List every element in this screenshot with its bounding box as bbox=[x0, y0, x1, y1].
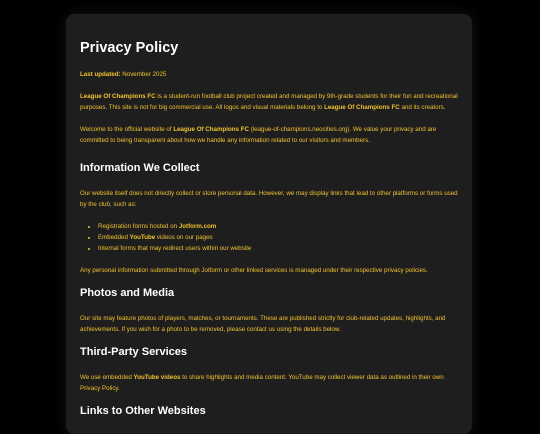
collect-paragraph: Our website itself does not directly collect or store personal data. However, we may display links that lead to other platforms or forms used by the club, such as: bbox=[80, 190, 458, 208]
list-item-text: Registration forms hosted on bbox=[98, 223, 179, 230]
youtube-videos-text: YouTube videos bbox=[133, 374, 181, 381]
club-name: League Of Champions FC bbox=[173, 126, 249, 133]
list-item-text: Internal forms that may redirect users within our website bbox=[98, 245, 252, 252]
page-title: Privacy Policy bbox=[80, 40, 179, 56]
last-updated-label: Last updated: bbox=[80, 71, 121, 78]
section-heading-information: Information We Collect bbox=[80, 162, 200, 174]
third-party-paragraph bbox=[80, 372, 458, 394]
privacy-policy-card bbox=[66, 14, 472, 434]
list-item bbox=[98, 221, 458, 232]
intro-text-1: is a student-run football club project created and managed by 9th-grade students for their fun and recreational purposes. This site is not for big commercial use. All logos and visual materials belong to bbox=[80, 93, 458, 111]
third-party-text-1: We use embedded bbox=[80, 374, 134, 381]
list-item-text: videos on our pages bbox=[155, 234, 213, 241]
welcome-paragraph bbox=[80, 124, 458, 146]
collect-footer: Any personal information submitted through Jotform or other linked services is managed under their respective privacy policies. bbox=[80, 267, 428, 274]
welcome-text-2: (league-of-champions.neocities.org). We value your privacy and are committed to being transparent about how we handle any information related to our visitors and members. bbox=[80, 126, 437, 144]
list-item bbox=[98, 243, 458, 254]
last-updated bbox=[80, 69, 458, 80]
collect-list bbox=[80, 221, 458, 254]
club-name: League Of Champions FC bbox=[324, 104, 400, 111]
section-heading-links: Links to Other Websites bbox=[80, 405, 206, 417]
third-party-text-2: to share highlights and media content. YouTube may collect viewer data as outlined in their own Privacy Policy. bbox=[80, 374, 444, 392]
club-name: League Of Champions FC bbox=[80, 93, 156, 100]
intro-paragraph bbox=[80, 91, 458, 113]
intro-text-2: and its creators. bbox=[399, 104, 446, 111]
jotform-link-text: Jotform.com bbox=[178, 223, 217, 230]
welcome-text-1: Welcome to the official website of bbox=[80, 126, 174, 133]
section-heading-third-party: Third-Party Services bbox=[80, 346, 187, 358]
list-item bbox=[98, 232, 458, 243]
photos-paragraph: Our site may feature photos of players, matches, or tournaments. These are published strictly for club-related updates, highlights, and achievements. If you wish for a photo to be removed, please contact us using the details below. bbox=[80, 315, 446, 333]
last-updated-value: November 2025 bbox=[120, 71, 167, 78]
youtube-text: YouTube bbox=[129, 234, 156, 241]
list-item-text: Embedded bbox=[98, 234, 130, 241]
section-heading-photos: Photos and Media bbox=[80, 287, 175, 299]
